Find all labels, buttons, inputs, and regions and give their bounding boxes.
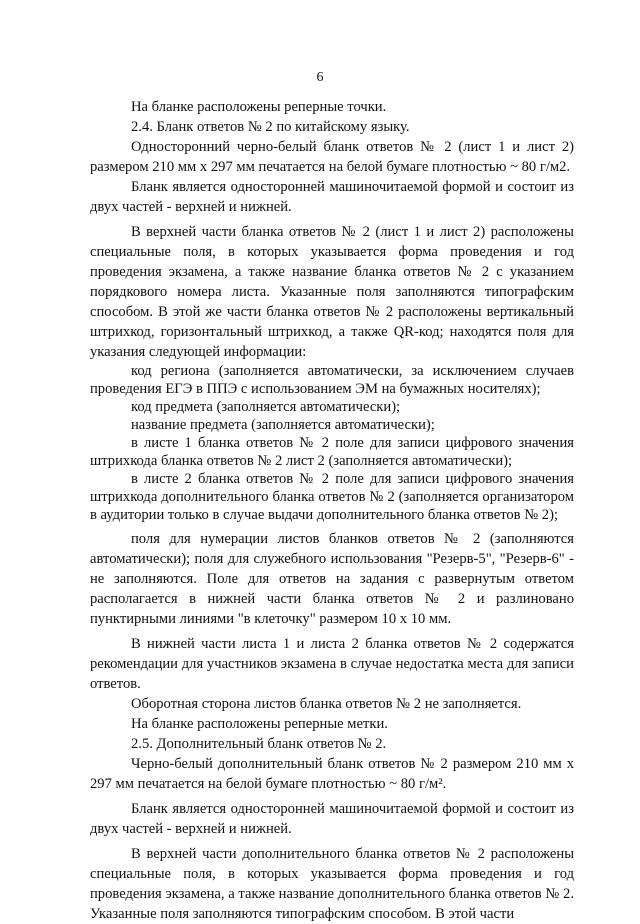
paragraph-reverse-side: Оборотная сторона листов бланка ответов № 2 не заполняется.: [131, 696, 522, 712]
paragraph-reference-points: На бланке расположены реперные точки.: [131, 99, 387, 115]
paragraph-blank-parts: Бланк является односторонней машиночитаемой формой и состоит из двух частей - верхней и нижней.: [90, 179, 574, 215]
paragraph-numbering-fields: поля для нумерации листов бланков ответов № 2 (заполняются автоматически); поля для служебного использования "Резерв-5", "Резерв-6" - не заполняются. Поле для ответов на задания с развернутым ответом располагается в нижней части бланка ответов № 2 и разлиновано пунктирными линиями "в клеточку" размером 10 х 10 мм.: [90, 531, 574, 627]
paragraph-additional-blank-parts: Бланк является односторонней машиночитаемой формой и состоит из двух частей - верхней и нижней.: [90, 801, 574, 837]
section-heading-2-4: 2.4. Бланк ответов № 2 по китайскому языку.: [131, 119, 410, 135]
document-body: [90, 97, 574, 924]
section-heading-2-5: 2.5. Дополнительный бланк ответов № 2.: [131, 736, 387, 752]
paragraph-lower-part: В нижней части листа 1 и листа 2 бланка ответов № 2 содержатся рекомендации для участников экзамена в случае недостатка места для записи ответов.: [90, 636, 574, 692]
page-number: 6: [316, 70, 324, 85]
list-item-sheet2-barcode: в листе 2 бланка ответов № 2 поле для записи цифрового значения штрихкода дополнительного бланка ответов № 2 (заполняется организатором в аудитории только в случае выдачи дополнительного бланка ответов № 2);: [90, 471, 574, 523]
paragraph-additional-blank-size: Черно-белый дополнительный бланк ответов № 2 размером 210 мм х 297 мм печатается на белой бумаге плотностью ~ 80 г/м².: [90, 756, 574, 792]
list-item-subject-code: код предмета (заполняется автоматически);: [131, 399, 401, 415]
list-item-sheet1-barcode: в листе 1 бланка ответов № 2 поле для записи цифрового значения штрихкода бланка ответов № 2 лист 2 (заполняется автоматически);: [90, 435, 574, 469]
paragraph-upper-part: В верхней части бланка ответов № 2 (лист 1 и лист 2) расположены специальные поля, в которых указывается форма проведения и год проведения экзамена, а также название бланка ответов № 2 с указанием порядкового номера листа. Указанные поля заполняются типографским способом. В этой же части бланка ответов № 2 расположены вертикальный штрихкод, горизонтальный штрихкод, а также QR-код; находятся поля для указания следующей информации:: [90, 224, 574, 360]
paragraph-reference-marks: На бланке расположены реперные метки.: [131, 716, 388, 732]
list-item-subject-name: название предмета (заполняется автоматически);: [131, 417, 435, 433]
list-item-region-code: код региона (заполняется автоматически, за исключением случаев проведения ЕГЭ в ППЭ с использованием ЭМ на бумажных носителях);: [90, 363, 574, 397]
paragraph-blank-size: Односторонний черно-белый бланк ответов № 2 (лист 1 и лист 2) размером 210 мм х 297 мм печатается на белой бумаге плотностью ~ 80 г/м2.: [90, 139, 574, 175]
paragraph-additional-upper-part: В верхней части дополнительного бланка ответов № 2 расположены специальные поля, в которых указывается форма проведения и год проведения экзамена, а также название дополнительного бланка ответов № 2. Указанные поля заполняются типографским способом. В этой части: [90, 846, 574, 922]
